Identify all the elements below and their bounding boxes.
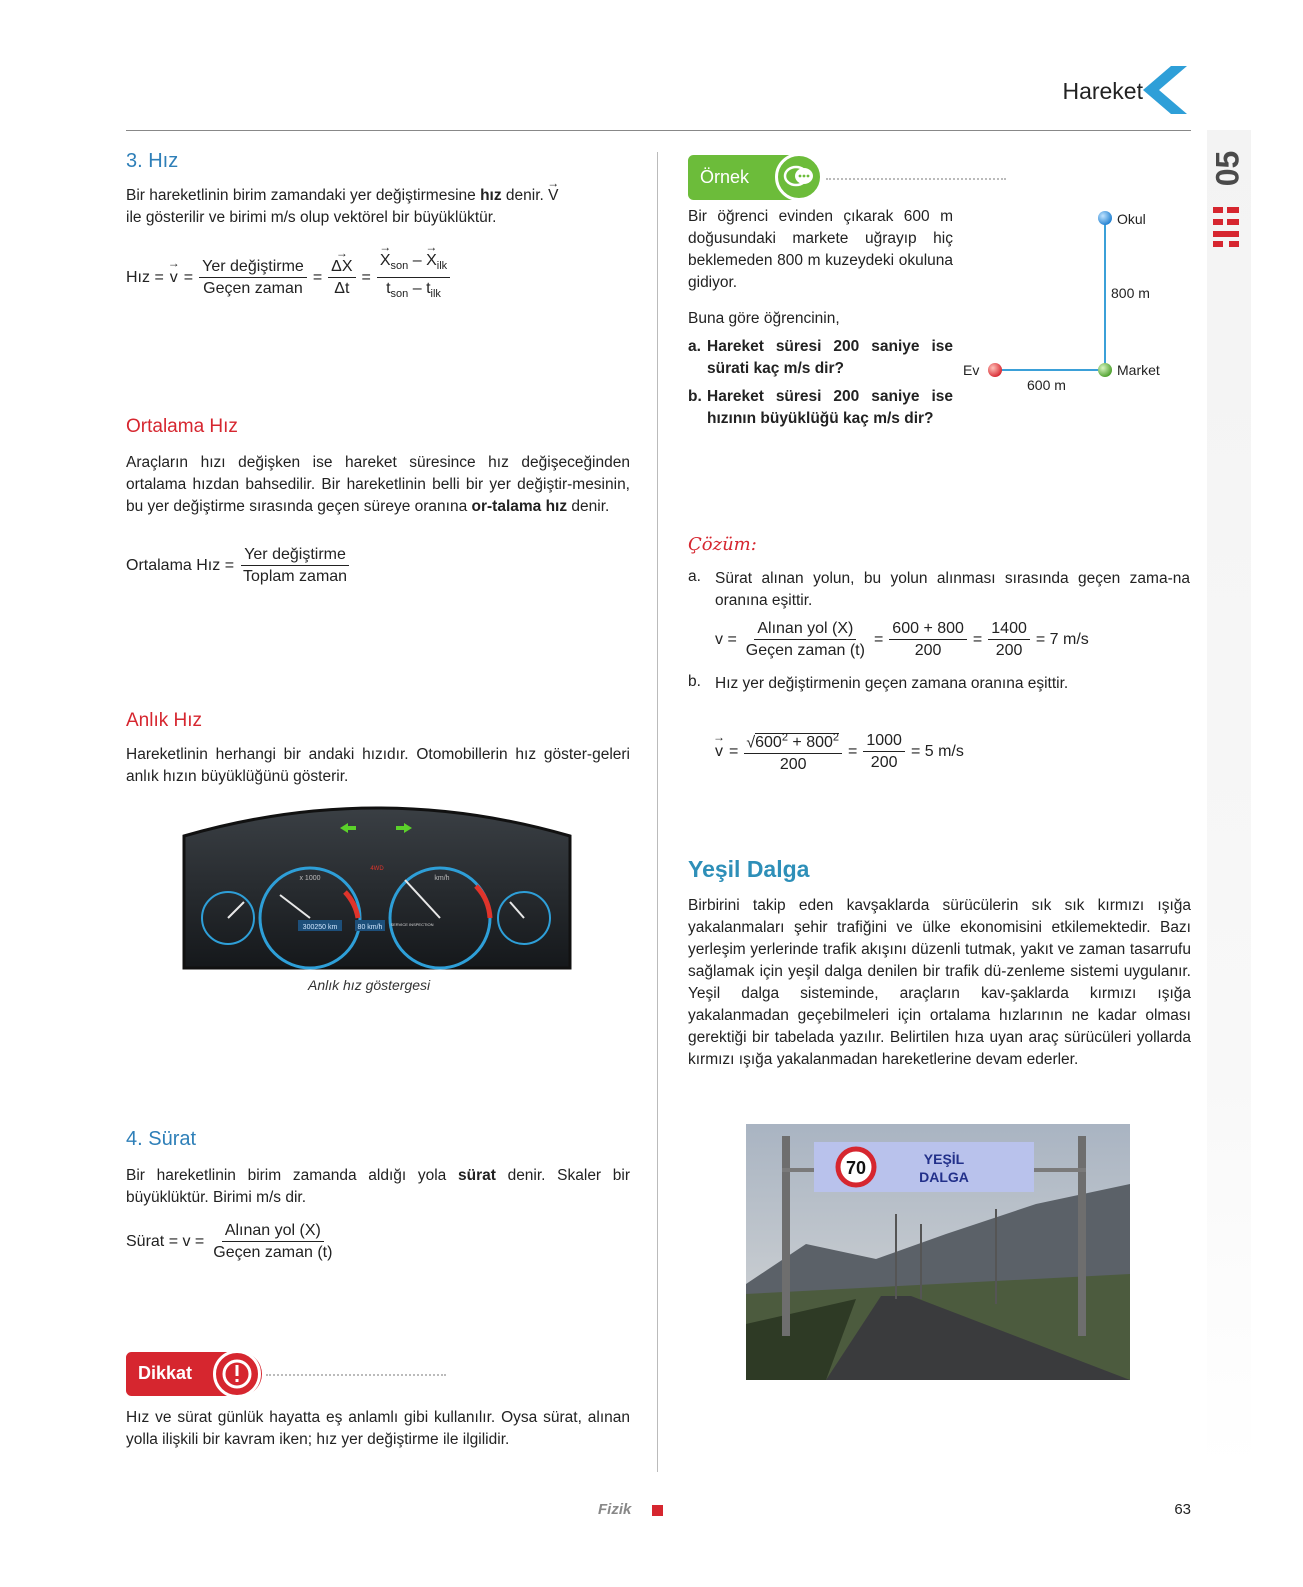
page-number: 63	[1174, 1501, 1191, 1518]
market-point	[1098, 363, 1112, 377]
section-anlik-text: Hareketlinin herhangi bir andaki hızıdır. Otomobillerin hız göster-geleri anlık hızın büyüklüğünü gösterir.	[126, 746, 630, 785]
ornek-q-b: Hareket süresi 200 saniye ise hızının büyüklüğü kaç m/s dir?	[707, 388, 953, 427]
hiz-formula: Hız = → v = $\frac{\text{Yer değiştirme}}{\text{Geçen zaman}}$ = → $\frac{\Delta X}{\Delta t}$ = → $\frac{X_{son} - \to X_{ilk}}{t_{son} - t_{ilk}}$	[126, 250, 450, 305]
ornek-q-a-label: a.	[688, 338, 701, 355]
distance-north-label: 800 m	[1111, 285, 1150, 301]
market-label: Market	[1117, 362, 1160, 378]
okul-label: Okul	[1117, 211, 1146, 227]
surat-formula: Sürat = v = $\frac{\text{Alınan yol (X)}}{\text{Geçen zaman (t)}}$	[126, 1222, 333, 1261]
cozum-b-formula: → v = $\frac{√600^2 + 800^2}{200}$ = $\frac{1000}{200}$ = 5 m/s	[715, 728, 964, 775]
unit-logo-icon	[1211, 205, 1241, 249]
section-surat-text: Bir hareketlinin birim zamanda aldığı yola sürat denir. Skaler bir büyüklüktür. Birimi m/s dir.	[126, 1167, 631, 1206]
column-divider	[657, 152, 658, 1472]
route-diagram	[955, 200, 1185, 400]
dikkat-text: Hız ve sürat günlük hayatta eş anlamlı gibi kullanılır. Oysa sürat, alınan yolla ilişkili bir kavram iken; hız yer değiştirme ile ilgilidir.	[126, 1409, 630, 1448]
page-header-title: Hareket	[1062, 78, 1143, 104]
section-surat-title: 4. Sürat	[126, 1128, 197, 1150]
footer-square	[652, 1505, 663, 1516]
footer-subject: Fizik	[598, 1501, 632, 1518]
ornek-q-a: Hareket süresi 200 saniye ise sürati kaç m/s dir?	[707, 338, 953, 377]
ortalama-formula: Ortalama Hız = $\frac{\text{Yer değiştirme}}{\text{Toplam zaman}}$	[126, 546, 348, 585]
section-yesil-text: Birbirini takip eden kavşaklarda sürücülerin sık sık kırmızı ışığa yakalanmaları şehir trafiğini ve ülke ekonomisini etkilemektedir. Bazı yerleşim yerlerinde trafik akışını düzenli tutmak, yakıt ve zaman tasarrufu sağlamak için yeşil dalga denilen bir trafik dü-zenleme sistemi uygulanır. Yeşil dalga sisteminde, araçların kav-şaklarda kırmızı ışığa yakalanmadan geçebilmeleri için ortalama hızlarının ne kadar olması gerektiği bir tabelada yazılır. Belirtilen hıza uyan araç sürücüleri yollarda kırmızı ışığa yakalanmadan hareketlerine devam ederler.	[688, 897, 1191, 1068]
dashboard-caption: Anlık hız göstergesi	[308, 977, 431, 993]
section-anlik-title: Anlık Hız	[126, 710, 203, 731]
ev-label: Ev	[963, 362, 980, 378]
dikkat-label: Dikkat	[138, 1363, 193, 1383]
sign-line2: DALGA	[919, 1169, 969, 1185]
dash-odometer: 300250 km	[302, 924, 338, 931]
cozum-a-formula: v = $\frac{\text{Alınan yol (X)}}{\text{Geçen zaman (t)}}$ = $\frac{600 + 800}{200}$ = $\frac{1400}{200}$ = 7 m/s	[715, 620, 1089, 659]
speech-bubble-icon	[775, 153, 823, 201]
speedometer-dashboard-image	[180, 800, 574, 970]
chevron-left-icon	[1143, 66, 1187, 114]
section-hiz-text: Bir hareketlinin birim zamandaki yer değiştirmesine hız denir. → V ile gösterilir ve birimi m/s olup vektörel bir büyüklüktür.	[126, 185, 630, 229]
ornek-q-b-label: b.	[688, 388, 702, 405]
cozum-a-text: Sürat alınan yolun, bu yolun alınması sırasında geçen zama-na oranına eşittir.	[715, 570, 1190, 609]
section-hiz-title: 3. Hız	[126, 150, 179, 172]
section-ortalama-title: Ortalama Hız	[126, 416, 238, 437]
sign-speed: 70	[845, 1158, 867, 1178]
sign-line1: YEŞİL	[923, 1151, 965, 1167]
cozum-b-label: b.	[688, 673, 701, 690]
unit-side-band	[1207, 130, 1251, 1470]
distance-east-label: 600 m	[1027, 377, 1066, 393]
section-yesil-title: Yeşil Dalga	[688, 856, 810, 882]
dikkat-dots	[266, 1374, 446, 1376]
ev-point	[988, 363, 1002, 377]
dash-speed: 80 km/h	[357, 924, 383, 931]
exclamation-icon	[213, 1350, 261, 1398]
dash-rpm-unit: x 1000	[299, 875, 321, 882]
dash-service: SERVICE INSPECTION	[390, 922, 434, 927]
section-ortalama-text: Araçların hızı değişken ise hareket süresince hız değişeceğinden ortalama hızdan bahsedilir. Bir hareketlinin belli bir yer değiştir-mesinin, bu yer değiştirme sırasında geçen süreye oranına or-talama hız denir.	[126, 454, 630, 515]
unit-number: 05	[1209, 150, 1246, 187]
cozum-b-text: Hız yer değiştirmenin geçen zamana oranına eşittir.	[715, 675, 1069, 692]
dash-4wd: 4WD	[370, 866, 384, 872]
green-wave-road-photo	[746, 1124, 1130, 1380]
ornek-label: Örnek	[700, 167, 750, 187]
dash-kmh: km/h	[434, 875, 450, 882]
cozum-label: Çözüm:	[688, 534, 757, 555]
ornek-text: Bir öğrenci evinden çıkarak 600 m doğusundaki markete uğrayıp hiç beklemeden 800 m kuzeydeki okuluna gidiyor.	[688, 208, 953, 291]
header-rule	[126, 130, 1191, 131]
ornek-question-intro: Buna göre öğrencinin,	[688, 310, 840, 327]
cozum-a-label: a.	[688, 568, 701, 585]
okul-point	[1098, 211, 1112, 225]
ornek-dots	[826, 178, 1006, 180]
